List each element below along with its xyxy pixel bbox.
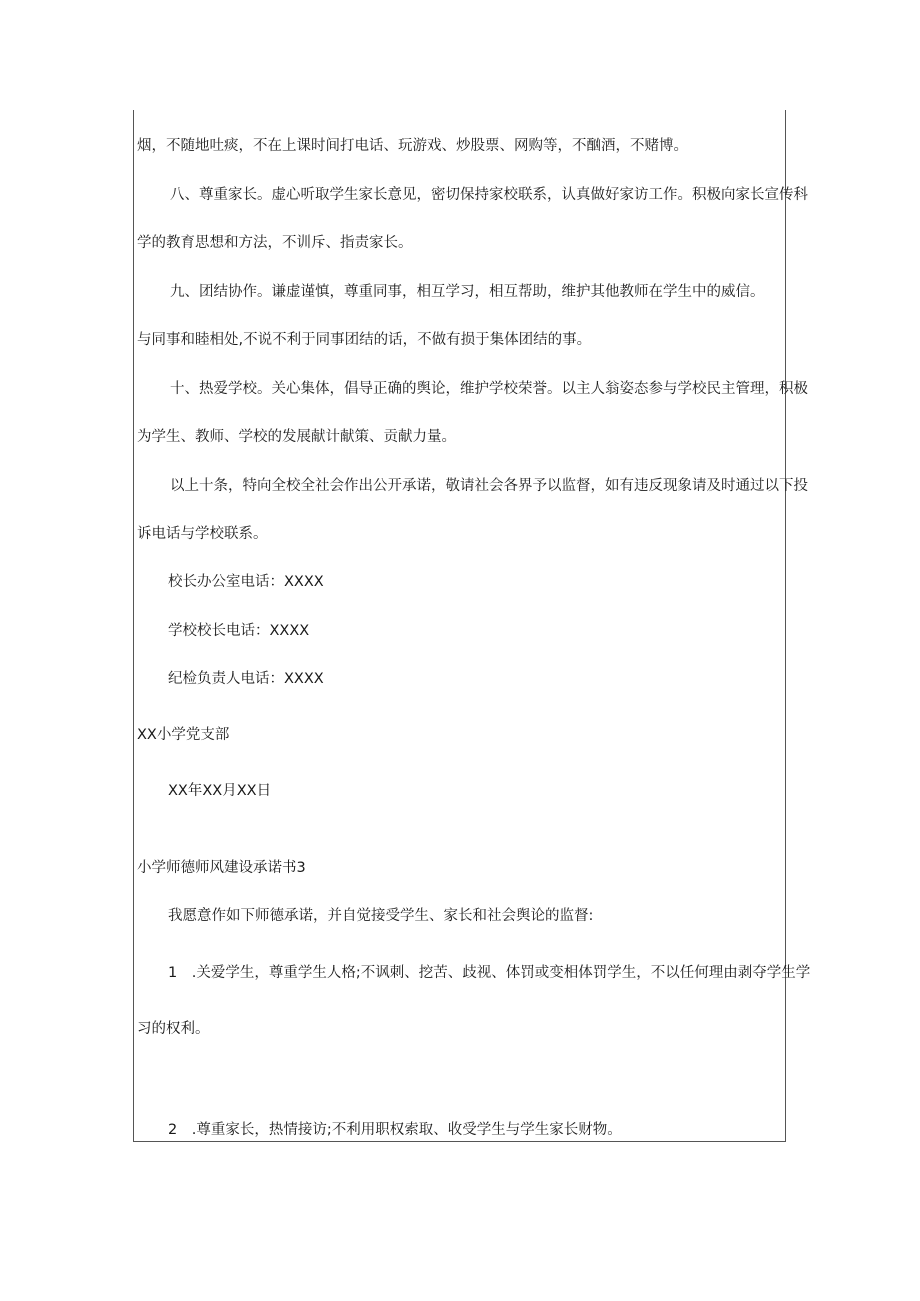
contact-line: 纪检负责人电话：XXXX: [168, 671, 324, 687]
text-line: 十、热爱学校。关心集体，倡导正确的舆论，维护学校荣誉。以主人翁姿态参与学校民主管理，积极: [170, 381, 808, 397]
signature-org: XX小学党支部: [137, 727, 230, 743]
contact-line: 校长办公室电话：XXXX: [168, 574, 324, 590]
text-line: 习的权利。: [137, 1021, 210, 1037]
text-line: 我愿意作如下师德承诺，并自觉接受学生、家长和社会舆论的监督:: [168, 908, 594, 924]
signature-date: XX年XX月XX日: [168, 783, 272, 799]
text-line: 九、团结协作。谦虚谨慎，尊重同事，相互学习，相互帮助，维护其他教师在学生中的威信。: [170, 284, 765, 300]
text-line: 诉电话与学校联系。: [137, 526, 268, 542]
list-item: 2 .尊重家长，热情接访;不利用职权索取、收受学生与学生家长财物。: [168, 1122, 622, 1138]
text-line: 烟，不随地吐痰，不在上课时间打电话、玩游戏、炒股票、网购等，不酗酒，不赌博。: [137, 138, 688, 154]
text-line: 学的教育思想和方法，不训斥、指责家长。: [137, 235, 413, 251]
text-line: 与同事和睦相处,不说不利于同事团结的话，不做有损于集体团结的事。: [137, 332, 592, 348]
section-title: 小学师德师风建设承诺书3: [137, 860, 306, 876]
text-line: 八、尊重家长。虚心听取学生家长意见，密切保持家校联系，认真做好家访工作。积极向家长宣传科: [170, 187, 808, 203]
text-line: 为学生、教师、学校的发展献计献策、贡献力量。: [137, 429, 456, 445]
text-line: 以上十条，特向全校全社会作出公开承诺，敬请社会各界予以监督，如有违反现象请及时通过以下投: [170, 478, 808, 494]
contact-line: 学校校长电话：XXXX: [168, 623, 310, 639]
list-item: 1 .关爱学生，尊重学生人格;不讽刺、挖苦、歧视、体罚或变相体罚学生，不以任何理由剥夺学生学: [168, 965, 811, 981]
